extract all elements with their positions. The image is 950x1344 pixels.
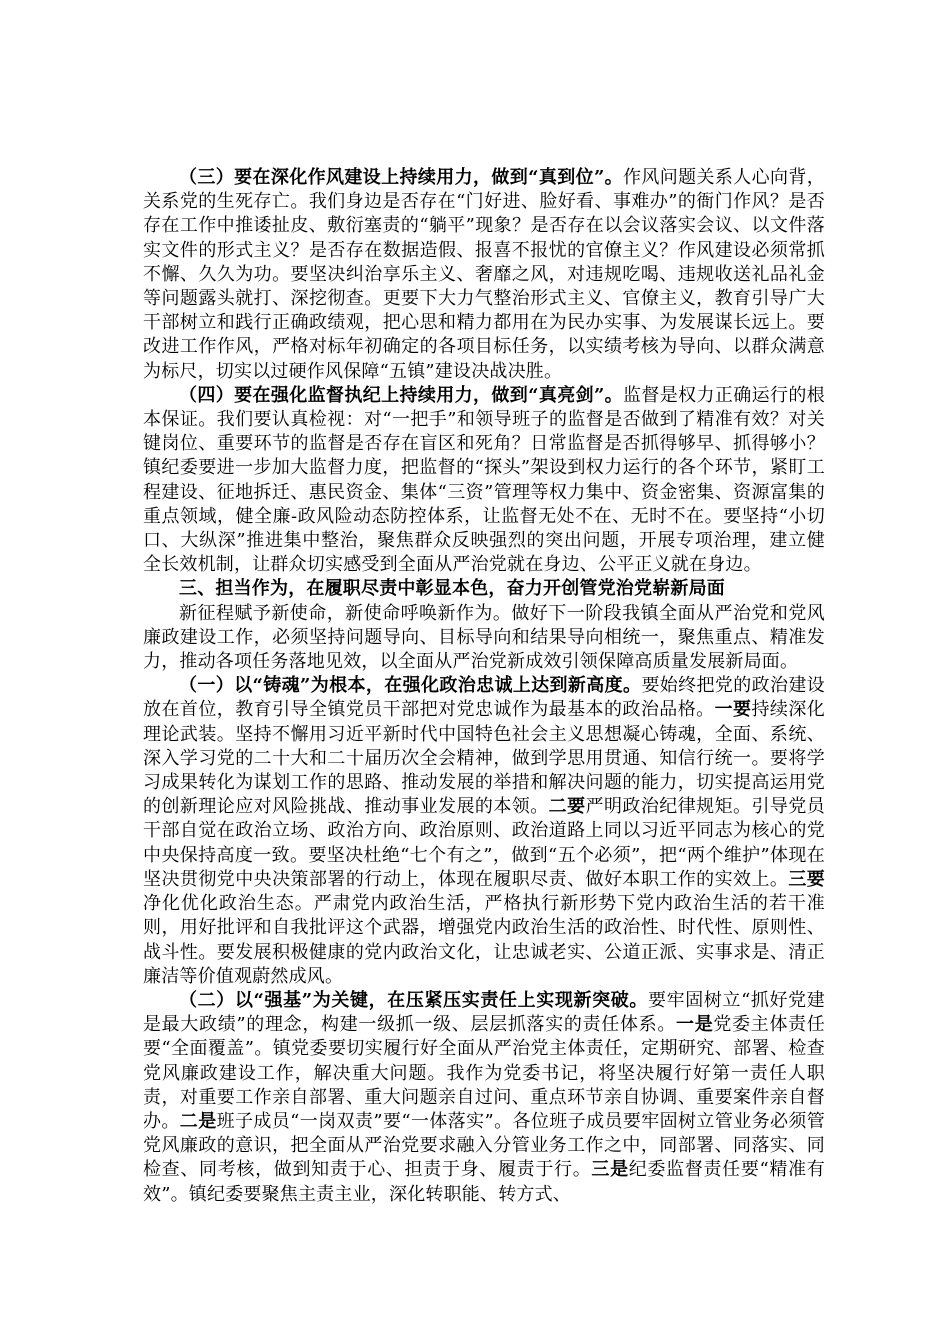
segment: 持续深化理论武装。坚持不懈用习近平新时代中国特色社会主义思想凝心铸魂，全面、系统、深入学习党的二十大和二十届历次全会精神，做到学思用贯通、知信行统一。要将学习成果转化为谋划工作的思路、推动发展的举措和解决问题的能力，切实提高运用党的创新理论应对风险挑战、推动事业发展的本领。 [143, 699, 825, 818]
paragraph-4-supervision [143, 384, 825, 578]
segment: 二是 [179, 1110, 217, 1132]
segment: 班子成员“一岗双责”要“一体落实”。各位班子成员要牢固树立管业务必须管党风廉政的意识，把全面从严治党要求融入分管业务工作之中，同部署、同落实、同检查、同考核，做到知责于心、担责于身、履责于行。 [143, 1110, 825, 1181]
segment: 党委主体责任要“全面覆盖”。镇党委要切实履行好全面从严治党主体责任，定期研究、部署、检查党风廉政建设工作，解决重大问题。我作为党委书记，将坚决履行好第一责任人职责，对重要工作亲自部署、重大问题亲自过问、重点环节亲自协调、重要案件亲自督办。 [143, 1014, 826, 1132]
paragraph-intro [143, 602, 825, 675]
paragraph-body: 监督是权力正确运行的根本保证。我们要认真检视：对“一把手”和领导班子的监督是否做到了精准有效？对关键岗位、重要环节的监督是否存在盲区和死角？日常监督是否抓得够早、抓得够小？镇纪委要进一步加大监督力度，把监督的“探头”架设到权力运行的各个环节，紧盯工程建设、征地拆迁、惠民资金、集体“三资”管理等权力集中、资金密集、资源富集的重点领域，健全廉-政风险动态防控体系，让监督无处不在、无时不在。要坚持“小切口、大纵深”推进集中整治，聚焦群众反映强烈的突出问题，开展专项治理，建立健全长效机制，让群众切实感受到全面从严治党就在身边、公平正义就在身边。 [143, 384, 825, 576]
paragraph-lead: （三）要在深化作风建设上持续用力，做到“真到位”。 [179, 167, 624, 188]
segment: 要牢固树立“抓好党建是最大政绩”的理念，构建一级抓一级、层层抓落实的责任体系。 [143, 989, 825, 1036]
segment: 一要 [714, 699, 752, 721]
segment: 严明政治纪律规矩。引导党员干部自觉在政治立场、政治方向、政治原则、政治道路上同以习近平同志为核心的党中央保持高度一致。要坚决杜绝“七个有之”，做到“五个必须”，把“两个维护”体现在坚决贯彻党中央决策部署的行动上，体现在履职尽责、做好本职工作的实效上。 [143, 796, 825, 890]
segment: （二）以“强基”为关键，在压紧压实责任上实现新突破。 [179, 989, 648, 1011]
paragraph-3-work-style [143, 166, 825, 384]
document-page [143, 166, 825, 1207]
paragraph-body: 作风问题关系人心向背，关系党的生死存亡。我们身边是否存在“门好进、脸好看、事难办”的衙门作风？是否存在工作中推诿扯皮、敷衍塞责的“躺平”现象？是否存在以会议落实会议、以文件落实文件的形式主义？是否存在数据造假、报喜不报忧的官僚主义？作风建设必须常抓不懈、久久为功。要坚决纠治享乐主义、奢靡之风，对违规吃喝、违规收送礼品礼金等问题露头就打、深挖彻查。更要下大力气整治形式主义、官僚主义，教育引导广大干部树立和践行正确政绩观，把心思和精力都用在为民办实事、为发展谋长远上。要改进工作作风，严格对标年初确定的各项目标任务，以实绩考核为导向、以群众满意为标尺，切实以过硬作风保障“五镇”建设决战决胜。 [143, 167, 825, 382]
paragraph-2-foundation [143, 989, 825, 1207]
paragraph-body: 新征程赋予新使命，新使命呼唤新作为。做好下一阶段我镇全面从严治党和党风廉政建设工作，必须坚持问题导向、目标导向和结果导向相统一，聚焦重点、精准发力，推动各项任务落地见效，以全面从严治党新成效引领保障高质量发展新局面。 [143, 602, 825, 673]
segment: 净化优化政治生态。严肃党内政治生活，严格执行新形势下党内政治生活的若干准则，用好批评和自我批评这个武器，增强党内政治生活的政治性、时代性、原则性、战斗性。要发展积极健康的党内政治文化，让忠诚老实、公道正派、实事求是、清正廉洁等价值观蔚然成风。 [143, 893, 825, 987]
segment: （一）以“铸魂”为根本，在强化政治忠诚上达到新高度。 [179, 675, 642, 697]
segment: 要始终把党的政治建设放在首位，教育引导全镇党员干部把对党忠诚作为最基本的政治品格。 [143, 675, 826, 721]
section-heading-3: 三、担当作为，在履职尽责中彰显本色，奋力开创管党治党崭新局面 [179, 578, 725, 600]
segment: 纪委监督责任要“精准有效”。镇纪委要聚焦主责主业，深化转职能、转方式、 [143, 1159, 825, 1205]
segment: 二要 [548, 796, 586, 818]
segment: 三要 [788, 868, 825, 890]
paragraph-lead: （四）要在强化监督执纪上持续用力，做到“真亮剑”。 [179, 384, 624, 406]
segment: 三是 [591, 1159, 629, 1181]
segment: 一是 [676, 1014, 714, 1036]
paragraph-1-soul [143, 674, 825, 989]
